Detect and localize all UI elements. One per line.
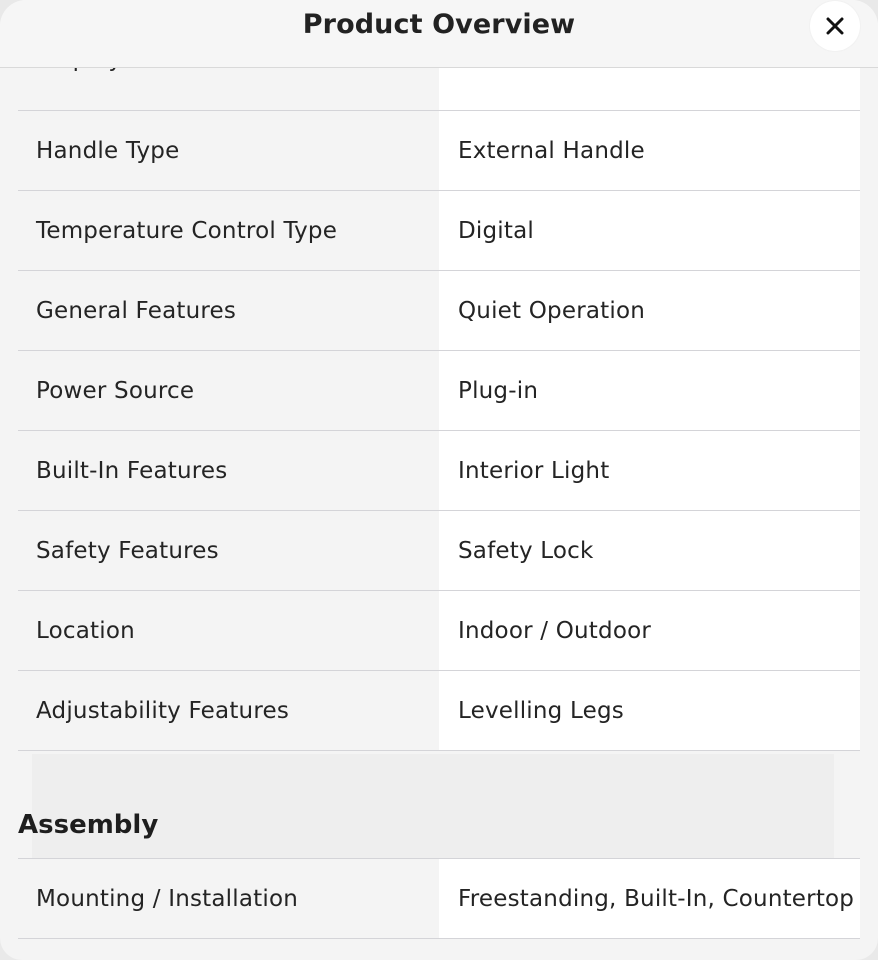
spec-label: Temperature Control Type — [18, 191, 439, 270]
spec-label: Safety Features — [18, 511, 439, 590]
table-row — [18, 431, 860, 511]
spec-label: Adjustability Features — [18, 671, 439, 750]
spec-value: Quiet Operation — [439, 271, 860, 350]
table-row — [18, 271, 860, 351]
spec-label: Built-In Features — [18, 431, 439, 510]
table-row — [18, 591, 860, 671]
spec-value: Freestanding, Built-In, Countertop — [439, 859, 860, 938]
table-row — [18, 511, 860, 591]
spec-value: Safety Lock — [439, 511, 860, 590]
spec-value: Plug-in — [439, 351, 860, 430]
specs-table — [18, 24, 860, 751]
table-row — [18, 191, 860, 271]
close-button[interactable] — [810, 1, 860, 51]
table-row — [18, 111, 860, 191]
spec-value: Indoor / Outdoor — [439, 591, 860, 670]
spec-label: General Features — [18, 271, 439, 350]
close-icon — [826, 17, 844, 35]
table-row — [18, 351, 860, 431]
spec-label: Location — [18, 591, 439, 670]
spec-label: Power Source — [18, 351, 439, 430]
spec-value: Levelling Legs — [439, 671, 860, 750]
table-row — [18, 859, 860, 939]
spec-value: External Handle — [439, 111, 860, 190]
modal-title: Product Overview — [302, 9, 576, 40]
spec-label: Handle Type — [18, 111, 439, 190]
assembly-table — [18, 858, 860, 939]
spec-value: Interior Light — [439, 431, 860, 510]
spec-value: Digital — [439, 191, 860, 270]
modal-header — [0, 0, 878, 68]
table-row — [18, 671, 860, 751]
spec-label: Mounting / Installation — [18, 859, 439, 938]
section-title-assembly: Assembly — [18, 810, 159, 840]
section-spacer — [32, 754, 834, 858]
